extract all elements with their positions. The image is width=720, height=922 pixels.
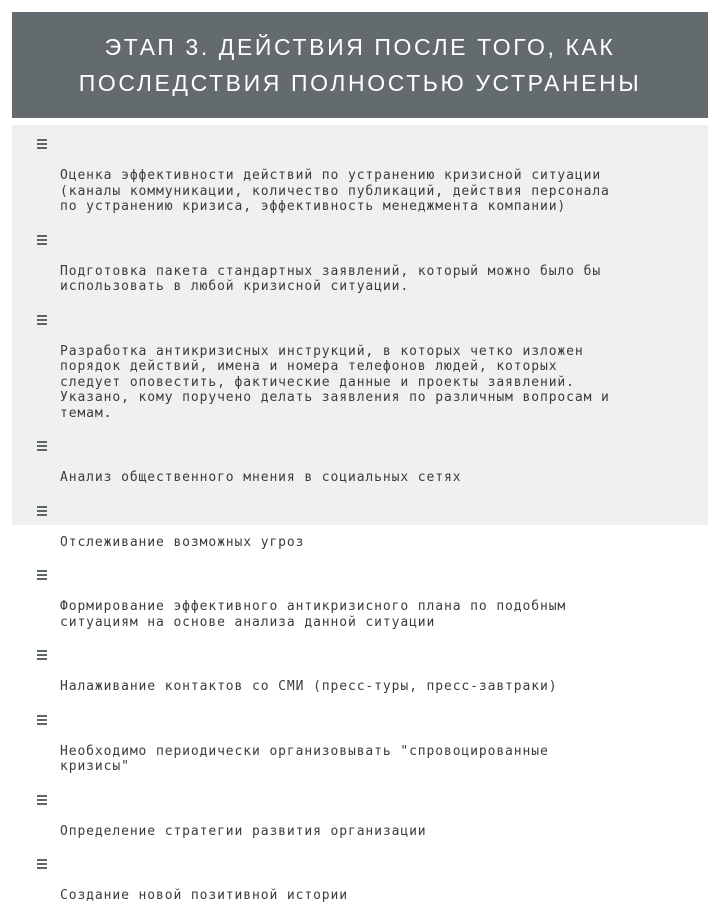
bullet-item [36, 233, 696, 311]
bullet-item [36, 857, 696, 919]
list-lines-icon [37, 139, 47, 149]
bullet-text: Анализ общественного мнения в социальных сетях [60, 470, 462, 485]
bullet-text: Формирование эффективного антикризисного плана по подобным ситуациям на основе анализа данной ситуации [60, 599, 567, 630]
bullet-item [36, 648, 696, 710]
list-lines-icon [37, 441, 47, 451]
content-box [12, 125, 708, 903]
slide-title-line-1: ЭТАП 3. ДЕЙСТВИЯ ПОСЛЕ ТОГО, КАК [104, 34, 616, 60]
list-lines-icon [37, 235, 47, 245]
bullet-text: Подготовка пакета стандартных заявлений, который можно было бы использовать в любой кризисной ситуации. [60, 263, 602, 294]
bullet-text: Определение стратегии развития организации [60, 823, 427, 839]
list-lines-icon [37, 315, 47, 325]
title-bar [12, 12, 708, 118]
bullet-item [36, 713, 696, 791]
bullet-item [36, 504, 696, 566]
bullet-list [36, 137, 696, 922]
bullet-text: Разработка антикризисных инструкций, в которых четко изложен порядок действий, имена и номера телефонов людей, которых следует оповестить, фактические данные и проекты заявлений. Указано, кому поручено делать заявления по различным вопросам и темам. [60, 343, 610, 421]
bullet-text: Оценка эффективности действий по устранению кризисной ситуации (каналы коммуникации, количество публикаций, действия персонала по устранению кризиса, эффективность менеджмента компании) [60, 168, 610, 214]
bullet-text: Создание новой позитивной истории [60, 888, 348, 903]
list-lines-icon [37, 715, 47, 725]
bullet-item [36, 793, 696, 855]
bullet-item [36, 313, 696, 437]
bullet-item [36, 568, 696, 646]
list-lines-icon [37, 570, 47, 580]
list-lines-icon [37, 859, 47, 869]
bullet-text: Необходимо периодически организовывать "спровоцированные кризисы" [60, 743, 549, 774]
bullet-text: Отслеживание возможных угроз [60, 534, 305, 550]
bullet-item [36, 137, 696, 230]
list-lines-icon [37, 506, 47, 516]
bullet-text: Налаживание контактов со СМИ (пресс-туры, пресс-завтраки) [60, 679, 558, 694]
slide-title-line-2: ПОСЛЕДСТВИЯ ПОЛНОСТЬЮ УСТРАНЕНЫ [78, 70, 642, 96]
list-lines-icon [37, 795, 47, 805]
bullet-item [36, 439, 696, 501]
list-lines-icon [37, 650, 47, 660]
